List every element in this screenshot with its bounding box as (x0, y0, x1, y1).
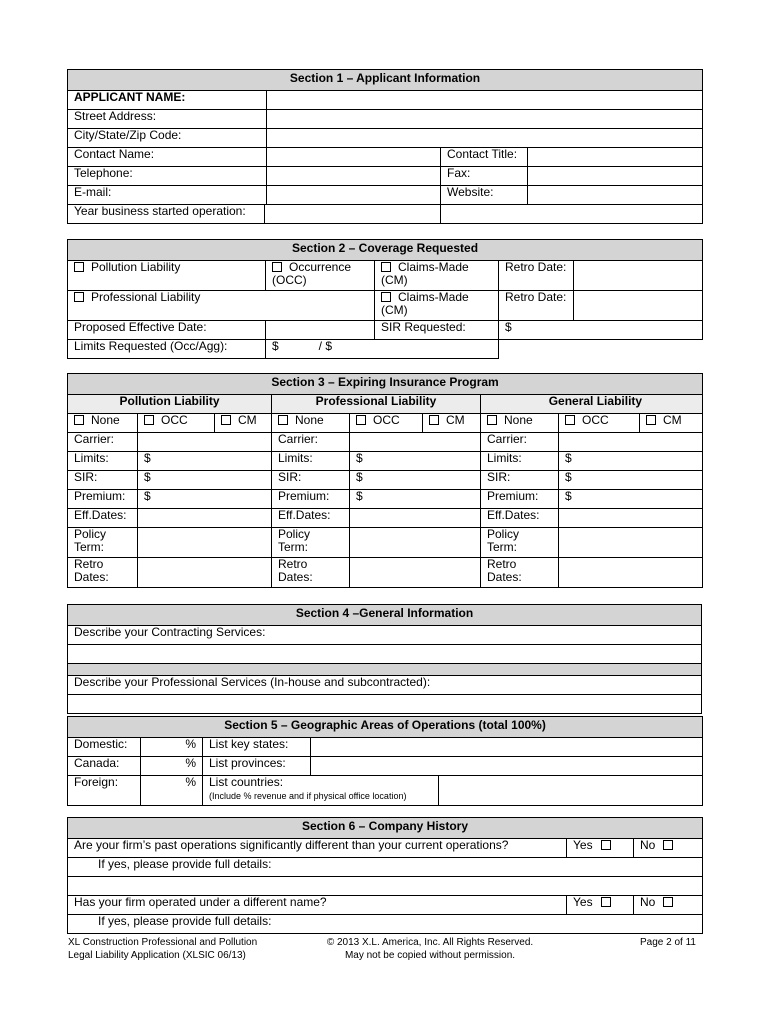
canada-label: Canada: (68, 757, 141, 776)
prof-cm-label: CM (446, 413, 465, 427)
gl-occ-option[interactable] (559, 414, 640, 433)
city-state-zip-field[interactable] (267, 129, 703, 148)
claims-made-option-2[interactable] (375, 291, 499, 321)
gl-sir-label: SIR: (481, 471, 559, 490)
street-address-label: Street Address: (68, 110, 267, 129)
claims-made-checkbox-2[interactable] (381, 292, 391, 302)
city-state-zip-label: City/State/Zip Code: (68, 129, 267, 148)
pl-limits-label: Limits: (68, 452, 138, 471)
pl-sir-label: SIR: (68, 471, 138, 490)
professional-liability-label: Professional Liability (91, 290, 201, 304)
proposed-effective-date-field[interactable] (266, 321, 375, 340)
countries-label (203, 776, 439, 806)
different-name-question: Has your firm operated under a different name? (68, 896, 567, 915)
limits-requested-label: Limits Requested (Occ/Agg): (68, 340, 266, 359)
gl-cm-label: CM (663, 413, 682, 427)
prof-policy-term-field[interactable] (350, 528, 481, 558)
year-started-row (68, 205, 441, 224)
footer-center-line-2: May not be copied without permission. (344, 950, 516, 961)
prof-sir-label: SIR: (272, 471, 350, 490)
prof-none-checkbox[interactable] (278, 415, 288, 425)
pl-carrier-field[interactable] (138, 433, 272, 452)
footer-left-line-1: XL Construction Professional and Pollution (68, 937, 258, 948)
pl-limits-field[interactable]: $ (138, 452, 272, 471)
year-started-field[interactable] (441, 205, 703, 224)
gl-carrier-field[interactable] (559, 433, 703, 452)
applicant-name-label: APPLICANT NAME: (68, 91, 267, 110)
section-3-header: Section 3 – Expiring Insurance Program (68, 374, 703, 395)
pl-cm-label: CM (238, 413, 257, 427)
prof-retro-dates-label (272, 558, 350, 588)
claims-made-label-1: Claims-Made (CM) (381, 260, 469, 287)
footer-copyright (290, 936, 570, 962)
gl-none-option[interactable] (481, 414, 559, 433)
foreign-percent-field[interactable]: % (141, 776, 203, 806)
sir-requested-field[interactable]: $ (499, 321, 703, 340)
past-operations-details-label: If yes, please provide full details: (68, 858, 703, 877)
prof-retro-dates-field[interactable] (350, 558, 481, 588)
claims-made-checkbox-1[interactable] (381, 262, 391, 272)
gl-cm-checkbox[interactable] (646, 415, 656, 425)
website-label: Website: (441, 186, 528, 205)
gl-premium-label: Premium: (481, 490, 559, 509)
prof-premium-field[interactable]: $ (350, 490, 481, 509)
prof-sir-field[interactable]: $ (350, 471, 481, 490)
different-name-no-label: No (640, 895, 656, 909)
pl-dates-text: Dates: (74, 570, 109, 584)
different-name-details-label: If yes, please provide full details: (68, 915, 703, 934)
pl-policy-term-label (68, 528, 138, 558)
gl-occ-checkbox[interactable] (565, 415, 575, 425)
section-5-header: Section 5 – Geographic Areas of Operations (total 100%) (68, 717, 703, 738)
past-operations-no-option[interactable] (634, 839, 703, 858)
gl-retro-text: Retro (487, 557, 517, 571)
claims-made-option-1[interactable] (375, 261, 499, 291)
pl-term-text: Term: (74, 540, 104, 554)
occurrence-checkbox[interactable] (272, 262, 282, 272)
street-address-field[interactable] (267, 110, 703, 129)
pollution-liability-label: Pollution Liability (91, 260, 181, 274)
prof-limits-field[interactable]: $ (350, 452, 481, 471)
pl-policy-text: Policy (74, 527, 107, 541)
telephone-field[interactable] (267, 167, 441, 186)
footer-page-number: Page 2 of 11 (640, 937, 696, 948)
website-field[interactable] (528, 186, 703, 205)
domestic-label: Domestic: (68, 738, 141, 757)
prof-none-label: None (295, 413, 324, 427)
limits-requested-field[interactable]: $ / $ (266, 340, 499, 359)
proposed-effective-date-label: Proposed Effective Date: (68, 321, 266, 340)
year-started-label: Year business started operation: (74, 204, 246, 218)
occurrence-option[interactable] (266, 261, 375, 291)
prof-carrier-field[interactable] (350, 433, 481, 452)
pl-none-option[interactable] (68, 414, 138, 433)
gl-policy-text: Policy (487, 527, 520, 541)
prof-term-text: Term: (278, 540, 308, 554)
prof-premium-label: Premium: (272, 490, 350, 509)
past-operations-details-field[interactable] (68, 877, 703, 896)
gl-premium-field[interactable]: $ (559, 490, 703, 509)
section-4-header: Section 4 –General Information (68, 605, 702, 626)
gl-dates-text: Dates: (487, 570, 522, 584)
footer-center-line-1: © 2013 X.L. America, Inc. All Rights Reserved. (326, 937, 534, 948)
gl-retro-dates-field[interactable] (559, 558, 703, 588)
past-operations-no-label: No (640, 838, 656, 852)
prof-policy-text: Policy (278, 527, 311, 541)
gl-limits-label: Limits: (481, 452, 559, 471)
prof-limits-label: Limits: (272, 452, 350, 471)
contact-title-label: Contact Title: (441, 148, 528, 167)
pl-retro-dates-field[interactable] (138, 558, 272, 588)
gl-policy-term-field[interactable] (559, 528, 703, 558)
section-4-divider (68, 664, 702, 676)
contracting-services-field[interactable] (68, 645, 702, 664)
footer-left-line-2: Legal Liability Application (XLSIC 06/13) (68, 950, 246, 961)
different-name-yes-checkbox[interactable] (601, 897, 611, 907)
sir-requested-label: SIR Requested: (375, 321, 499, 340)
pl-eff-dates-field[interactable] (138, 509, 272, 528)
provinces-field[interactable] (311, 757, 703, 776)
prof-none-option[interactable] (272, 414, 350, 433)
past-operations-no-checkbox[interactable] (663, 840, 673, 850)
prof-eff-dates-label: Eff.Dates: (272, 509, 350, 528)
section-3-expiring-insurance-program (67, 373, 703, 588)
pl-premium-label: Premium: (68, 490, 138, 509)
prof-cm-option[interactable] (423, 414, 481, 433)
prof-occ-label: OCC (373, 413, 400, 427)
pl-retro-text: Retro (74, 557, 104, 571)
retro-date-label-1: Retro Date: (499, 261, 574, 291)
pl-carrier-label: Carrier: (68, 433, 138, 452)
general-liability-column: General Liability (481, 395, 703, 414)
gl-occ-label: OCC (582, 413, 609, 427)
pl-eff-dates-label: Eff.Dates: (68, 509, 138, 528)
claims-made-label-2: Claims-Made (CM) (381, 290, 469, 317)
occurrence-label: Occurrence (OCC) (272, 260, 352, 287)
fax-label: Fax: (441, 167, 528, 186)
pl-occ-option[interactable] (138, 414, 215, 433)
different-name-yes-option[interactable] (567, 896, 634, 915)
section-5-geographic-areas (67, 716, 703, 806)
prof-policy-term-label (272, 528, 350, 558)
professional-liability-option[interactable] (68, 291, 375, 321)
gl-sir-field[interactable]: $ (559, 471, 703, 490)
professional-liability-column: Professional Liability (272, 395, 481, 414)
section-6-header: Section 6 – Company History (68, 818, 703, 839)
section-1-header: Section 1 – Applicant Information (68, 70, 703, 91)
prof-carrier-label: Carrier: (272, 433, 350, 452)
gl-term-text: Term: (487, 540, 517, 554)
countries-field[interactable] (439, 776, 703, 806)
countries-note: (Include % revenue and if physical office location) (209, 791, 407, 801)
pl-occ-label: OCC (161, 413, 188, 427)
gl-eff-dates-label: Eff.Dates: (481, 509, 559, 528)
domestic-percent-field[interactable]: % (141, 738, 203, 757)
retro-date-field-2[interactable] (574, 291, 703, 321)
prof-retro-text: Retro (278, 557, 308, 571)
past-operations-yes-option[interactable] (567, 839, 634, 858)
gl-cm-option[interactable] (640, 414, 703, 433)
foreign-label: Foreign: (68, 776, 141, 806)
prof-occ-option[interactable] (350, 414, 423, 433)
gl-carrier-label: Carrier: (481, 433, 559, 452)
email-field[interactable] (267, 186, 441, 205)
section-4-general-information (67, 604, 702, 714)
gl-policy-term-label (481, 528, 559, 558)
professional-liability-checkbox[interactable] (74, 292, 84, 302)
section-6-company-history (67, 817, 703, 934)
pl-sir-field[interactable]: $ (138, 471, 272, 490)
contact-title-field[interactable] (528, 148, 703, 167)
gl-limits-field[interactable]: $ (559, 452, 703, 471)
retro-date-label-2: Retro Date: (499, 291, 574, 321)
year-started-divider (264, 205, 265, 223)
prof-dates-text: Dates: (278, 570, 313, 584)
retro-date-field-1[interactable] (574, 261, 703, 291)
contracting-services-label: Describe your Contracting Services: (68, 626, 702, 645)
different-name-no-option[interactable] (634, 896, 703, 915)
section-1-applicant-information (67, 69, 703, 224)
gl-none-checkbox[interactable] (487, 415, 497, 425)
key-states-label: List key states: (203, 738, 311, 757)
pl-none-label: None (91, 413, 120, 427)
contact-name-label: Contact Name: (68, 148, 267, 167)
section-2-header: Section 2 – Coverage Requested (68, 240, 703, 261)
section-2-coverage-requested (67, 239, 703, 359)
pollution-liability-checkbox[interactable] (74, 262, 84, 272)
telephone-label: Telephone: (68, 167, 267, 186)
gl-eff-dates-field[interactable] (559, 509, 703, 528)
different-name-no-checkbox[interactable] (663, 897, 673, 907)
gl-retro-dates-label (481, 558, 559, 588)
pollution-liability-option[interactable] (68, 261, 266, 291)
pl-retro-dates-label (68, 558, 138, 588)
professional-services-label: Describe your Professional Services (In-house and subcontracted): (68, 676, 702, 695)
pl-policy-term-field[interactable] (138, 528, 272, 558)
email-label: E-mail: (68, 186, 267, 205)
applicant-name-field[interactable] (267, 91, 703, 110)
pl-occ-checkbox[interactable] (144, 415, 154, 425)
pl-premium-field[interactable]: $ (138, 490, 272, 509)
prof-occ-checkbox[interactable] (356, 415, 366, 425)
past-operations-yes-label: Yes (573, 838, 593, 852)
prof-cm-checkbox[interactable] (429, 415, 439, 425)
pl-cm-option[interactable] (215, 414, 272, 433)
pl-cm-checkbox[interactable] (221, 415, 231, 425)
fax-field[interactable] (528, 167, 703, 186)
footer-form-name (68, 936, 257, 962)
pl-none-checkbox[interactable] (74, 415, 84, 425)
limits-blank (499, 340, 703, 359)
past-operations-yes-checkbox[interactable] (601, 840, 611, 850)
prof-eff-dates-field[interactable] (350, 509, 481, 528)
professional-services-field[interactable] (68, 695, 702, 714)
provinces-label: List provinces: (203, 757, 311, 776)
countries-text: List countries: (209, 775, 284, 789)
pollution-liability-column: Pollution Liability (68, 395, 272, 414)
different-name-yes-label: Yes (573, 895, 593, 909)
past-operations-question: Are your firm’s past operations significantly different than your current operations? (68, 839, 567, 858)
gl-none-label: None (504, 413, 533, 427)
key-states-field[interactable] (311, 738, 703, 757)
canada-percent-field[interactable]: % (141, 757, 203, 776)
contact-name-field[interactable] (267, 148, 441, 167)
